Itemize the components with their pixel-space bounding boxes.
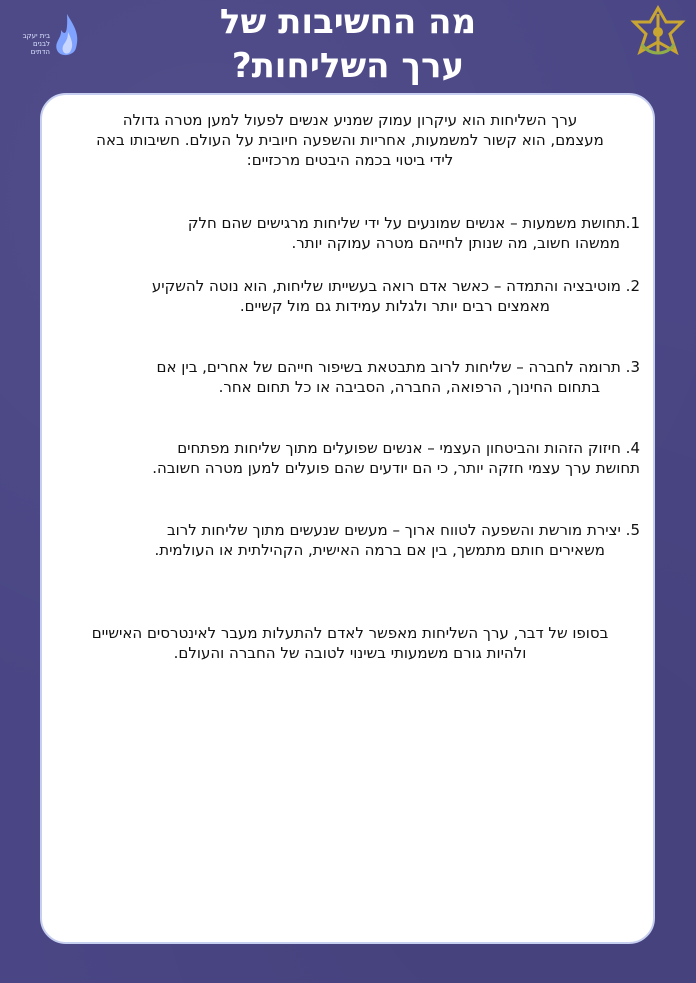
item-3-line-2: בתחום החינוך, הרפואה, החברה, הסביבה או כל תחום אחר.	[218, 378, 600, 396]
item-3-line-1: 3. תרומה לחברה – שליחות לרוב מתבטאת בשיפור חייהם של אחרים, בין אם	[156, 358, 640, 376]
list-item	[60, 276, 640, 316]
item-4-line-2: תחושת ערך עצמי חזקה יותר, כי הם יודעים שהם פועלים למען מטרה חשובה.	[152, 459, 640, 477]
list-item	[60, 213, 640, 253]
item-4-line-1: 4. חיזוק הזהות והביטחון העצמי – אנשים שפועלים מתוך שליחות מפתחים	[177, 439, 640, 457]
item-1-line-2: ממשהו חשוב, מה שנותן לחייהם מטרה עמוקה יותר.	[291, 234, 620, 252]
flame-logo-icon	[52, 12, 82, 62]
item-2-line-2: מאמצים רבים יותר ולגלות עמידות גם מול קשיים.	[239, 297, 550, 315]
intro-line: מעצמם, הוא קשור למשמעות, אחריות והשפעה חיובית על העולם. חשיבותו באה	[96, 131, 604, 149]
intro-paragraph	[60, 110, 640, 170]
page-title	[120, 0, 576, 88]
title-line-1: מה החשיבות של	[219, 2, 477, 42]
school-logo-text: בית יעקב לבנים הדתים	[22, 32, 50, 56]
list-item	[60, 438, 640, 478]
list-item	[60, 357, 640, 397]
idf-emblem-icon	[628, 4, 688, 64]
item-5-line-2: משאירים חותם מתמשך, בין אם ברמה האישית, הקהילתית או העולמית.	[154, 541, 605, 559]
item-2-line-1: 2. מוטיבציה והתמדה – כאשר אדם רואה בעשייתו שליחות, הוא נוטה להשקיע	[151, 277, 640, 295]
item-1-line-1: 1.תחושת משמעות – אנשים שמונעים על ידי שליחות מרגישים שהם חלק	[187, 214, 640, 232]
title-line-2: ערך השליחות?	[231, 46, 465, 86]
conclusion-line: ולהיות גורם משמעותי בשינוי לטובה של החברה והעולם.	[173, 644, 527, 662]
conclusion-line: בסופו של דבר, ערך השליחות מאפשר לאדם להתעלות מעבר לאינטרסים האישיים	[91, 624, 609, 642]
intro-line: ערך השליחות הוא עיקרון עמוק שמניע אנשים לפעול למען מטרה גדולה	[122, 111, 578, 129]
conclusion-paragraph	[60, 623, 640, 663]
list-item	[60, 520, 640, 560]
item-5-line-1: 5. יצירת מורשת והשפעה לטווח ארוך – מעשים שנעשים מתוך שליחות לרוב	[166, 521, 640, 539]
school-logo	[12, 12, 82, 64]
intro-line: לידי ביטוי בכמה היבטים מרכזיים:	[246, 151, 454, 169]
idf-emblem	[628, 4, 688, 64]
